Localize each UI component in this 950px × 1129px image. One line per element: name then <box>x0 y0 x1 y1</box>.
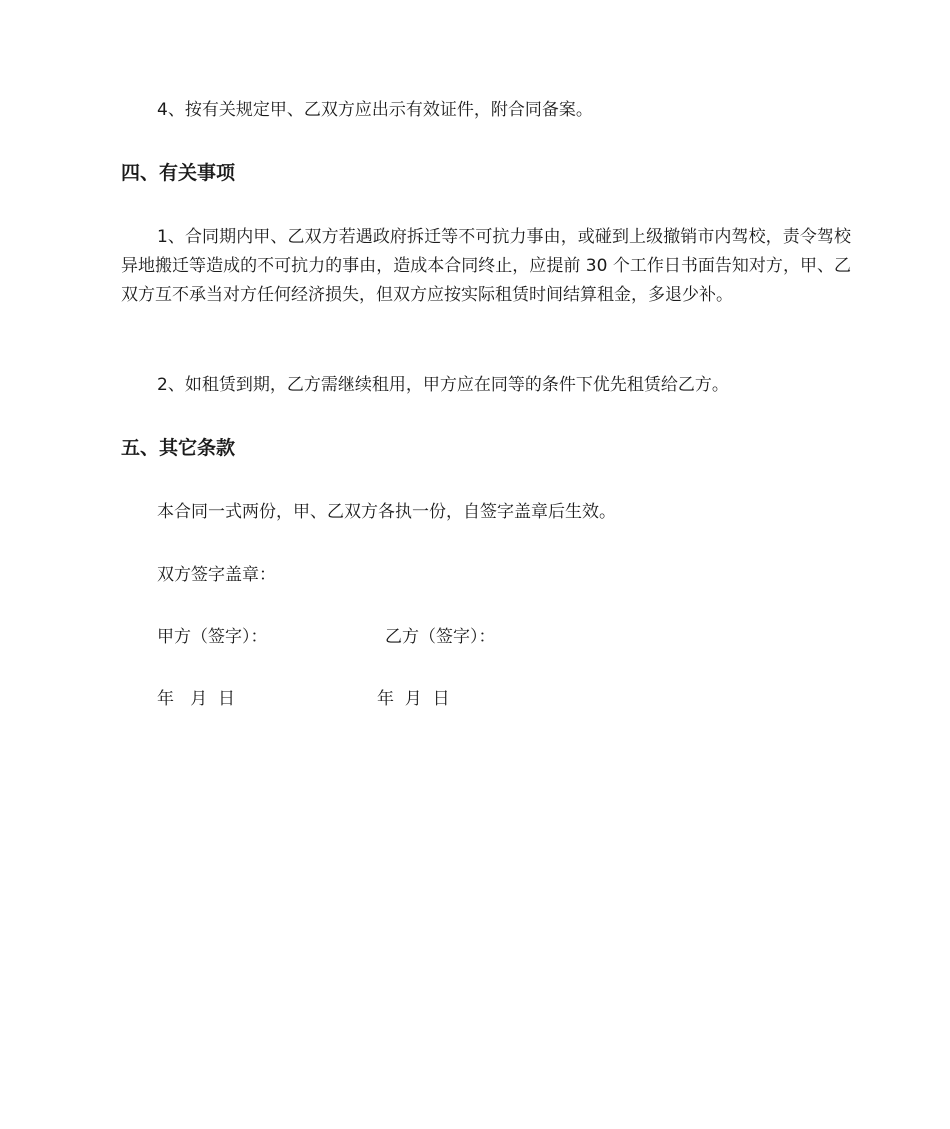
section-4-paragraph-1: 1、合同期内甲、乙双方若遇政府拆迁等不可抗力事由，或碰到上级撤销市内驾校，责令驾校异地搬迁等造成的不可抗力的事由，造成本合同终止，应提前 30 个工作日书面告知对方，甲、乙双方互不承当对方任何经济损失，但双方应按实际租赁时间结算租金，多退少补。 <box>121 227 851 305</box>
section-5-heading: 五、其它条款 <box>121 437 236 459</box>
signature-title: 双方签字盖章： <box>157 565 276 585</box>
clause-4-item: 4、按有关规定甲、乙双方应出示有效证件，附合同备案。 <box>157 100 593 120</box>
party-a-signature-label: 甲方（签字）： <box>157 627 268 647</box>
section-4-heading: 四、有关事项 <box>121 162 236 184</box>
party-b-signature-label: 乙方（签字）： <box>385 627 496 647</box>
section-4-paragraph-2: 2、如租赁到期，乙方需继续租用，甲方应在同等的条件下优先租赁给乙方。 <box>157 375 729 395</box>
section-5-paragraph-1: 本合同一式两份，甲、乙双方各执一份，自签字盖章后生效。 <box>157 502 616 522</box>
party-a-date: 年 月 日 <box>157 689 236 709</box>
party-b-date: 年 月 日 <box>377 689 450 709</box>
